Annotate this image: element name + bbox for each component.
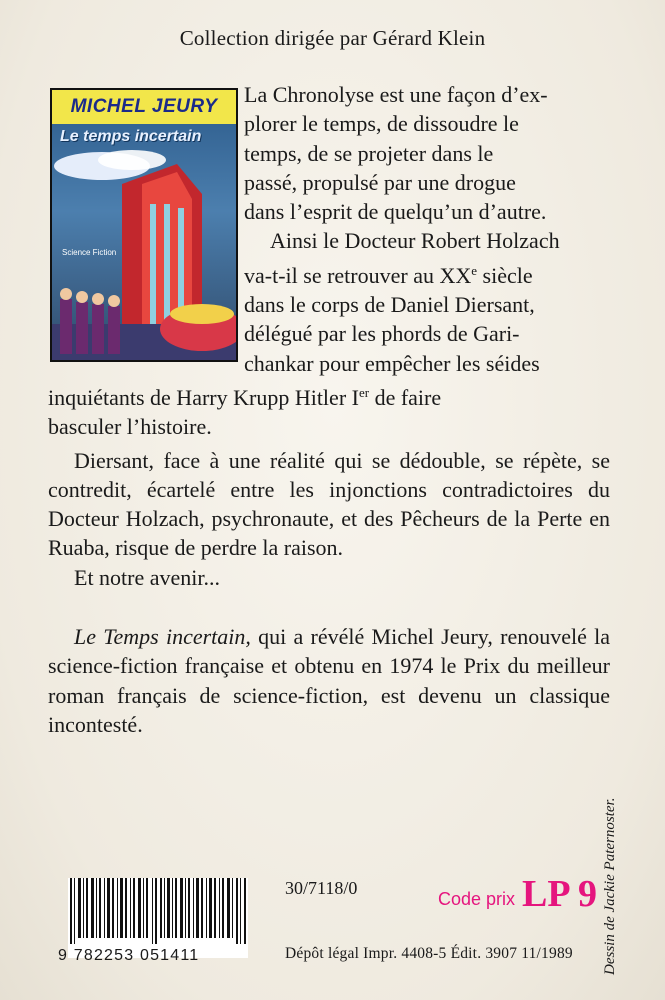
text-line: basculer l’histoire. — [48, 414, 212, 440]
text-fragment: qui a révélé Michel Jeury, renouvelé la science-fiction française et obtenu en 1974 le Prix du meilleur roman français de science-fiction, est devenu un classique incontesté. — [48, 624, 610, 737]
cover-genre: Science Fiction — [62, 248, 117, 257]
text-line: plorer le temps, de dissoudre le — [244, 111, 519, 137]
text-line: dans l’esprit de quelqu’un d’autre. — [244, 199, 547, 225]
text-line — [48, 378, 610, 412]
text-line — [244, 256, 610, 290]
text-line: Ainsi le Docteur Robert Holzach — [270, 228, 560, 254]
text-fragment: de faire — [369, 384, 442, 410]
barcode-digits: 9 782253 051411 — [58, 947, 200, 964]
text-fragment: inquiétants de Harry Krupp Hitler I — [48, 384, 359, 410]
paragraph-3: Diersant, face à une réalité qui se dédouble, se répète, se contredit, écartelé entre les injonctions contradictoires du Docteur Holzach, psychronaute, et des Pêcheurs de la Perte en Ruaba, risque de perdre la raison. — [48, 447, 610, 561]
paragraph-2-full — [48, 378, 610, 442]
text-fragment: siècle — [477, 262, 533, 288]
text-line: La Chronolyse est une façon d’ex- — [244, 82, 548, 107]
illustration-credit: Dessin de Jackie Paternoster. — [602, 797, 618, 975]
paragraph-5 — [48, 622, 610, 739]
text-line: passé, propulsé par une drogue — [244, 169, 516, 195]
book-title-italic: Le Temps incertain, — [74, 624, 251, 650]
barcode — [68, 878, 248, 958]
superscript: er — [358, 384, 370, 400]
text-line: temps, de se projeter dans le — [244, 140, 494, 166]
cover-title: Le temps incertain — [60, 128, 202, 145]
cover-author: MICHEL JEURY — [52, 90, 236, 124]
text-line: délégué par les phords de Gari- — [244, 321, 520, 347]
catalog-number: 30/7118/0 — [285, 878, 358, 898]
blurb-wrapped — [48, 80, 610, 739]
paragraph-1 — [48, 80, 610, 226]
collection-line: Collection dirigée par Gérard Klein — [179, 26, 486, 50]
superscript: e — [471, 262, 478, 278]
text-line: chankar pour empêcher les séides — [244, 350, 540, 376]
paragraph-4: Et notre avenir... — [74, 564, 221, 590]
text-line: dans le corps de Daniel Diersant, — [244, 292, 535, 318]
text-fragment: va-t-il se retrouver au XX — [244, 262, 472, 288]
price-label: Code prix — [438, 889, 516, 909]
paragraph-2-wrapped — [48, 226, 610, 377]
legal-deposit: Dépôt légal Impr. 4408-5 Édit. 3907 11/1989 — [285, 945, 573, 962]
barcode-bars — [68, 878, 248, 944]
price-code: LP 9 — [522, 873, 597, 915]
